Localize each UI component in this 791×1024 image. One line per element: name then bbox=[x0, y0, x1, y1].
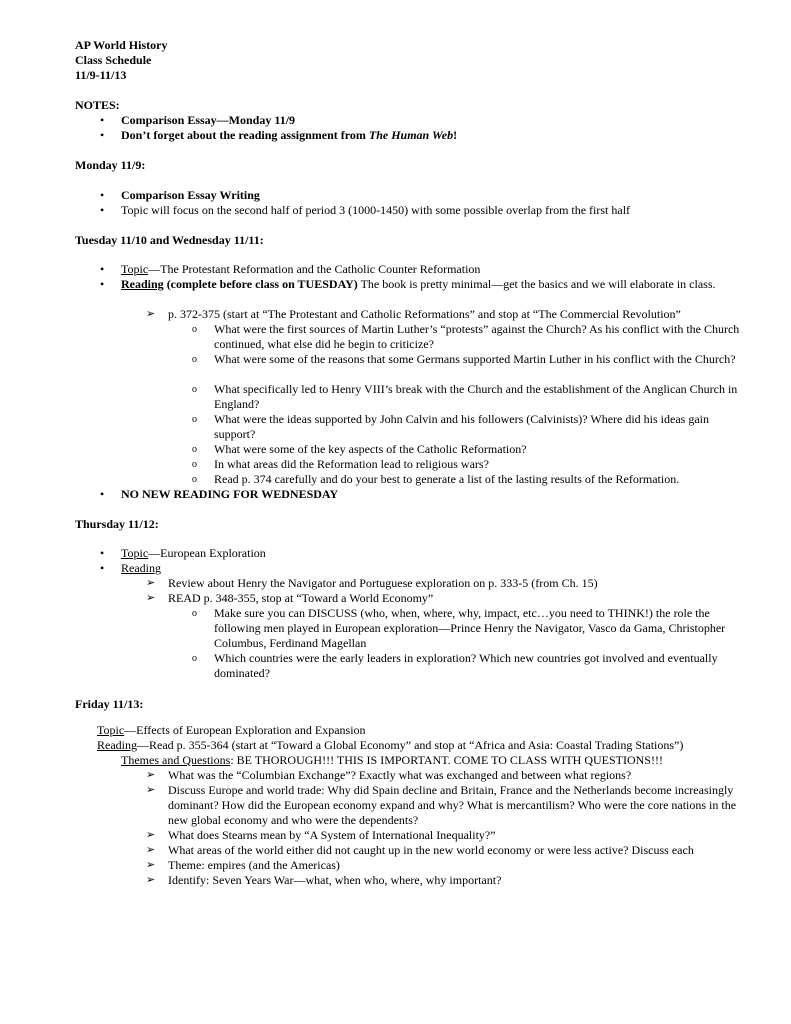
wednesday-no-reading: NO NEW READING FOR WEDNESDAY bbox=[121, 487, 339, 501]
friday-item: What areas of the world either did not caught up in the new world economy or were less active? Discuss each bbox=[168, 843, 694, 857]
tuesday-question: In what areas did the Reformation lead to religious wars? bbox=[214, 457, 489, 471]
friday-heading: Friday 11/13: bbox=[75, 697, 144, 711]
bullet-icon: • bbox=[100, 262, 105, 276]
thursday-topic: Topic—European Exploration bbox=[121, 546, 266, 560]
thursday-review: Review about Henry the Navigator and Portuguese exploration on p. 333-5 (from Ch. 15) bbox=[168, 576, 598, 590]
friday-themes: Themes and Questions: BE THOROUGH!!! THIS IS IMPORTANT. COME TO CLASS WITH QUESTIONS!!! bbox=[121, 753, 663, 767]
thursday-question: Make sure you can DISCUSS (who, when, where, why, impact, etc…you need to THINK!) the role the following men played in European exploration—Prince Henry the Navigator, Vasco da Gama, Christopher Columbus, Ferdinand Magellan bbox=[214, 606, 726, 650]
arrow-bullet-icon: ➢ bbox=[146, 784, 156, 796]
circle-bullet-icon: o bbox=[192, 324, 197, 335]
friday-item: What was the “Columbian Exchange”? Exactly what was exchanged and between what regions? bbox=[168, 768, 632, 782]
bullet-icon: • bbox=[100, 128, 105, 142]
tuesday-question: What were some of the key aspects of the Catholic Reformation? bbox=[214, 442, 527, 456]
arrow-bullet-icon: ➢ bbox=[146, 577, 156, 589]
bullet-icon: • bbox=[100, 277, 105, 291]
monday-heading: Monday 11/9: bbox=[75, 158, 146, 172]
friday-item: Identify: Seven Years War—what, when who, where, why important? bbox=[168, 873, 502, 887]
bullet-icon: • bbox=[100, 487, 105, 501]
circle-bullet-icon: o bbox=[192, 414, 197, 425]
notes-item-reading: Don’t forget about the reading assignment from The Human Web! bbox=[121, 128, 458, 142]
friday-item: What does Stearns mean by “A System of International Inequality?” bbox=[168, 828, 496, 842]
bullet-icon: • bbox=[100, 203, 105, 217]
friday-item: Theme: empires (and the Americas) bbox=[168, 858, 340, 872]
course-title: AP World History bbox=[75, 38, 168, 52]
tuesday-pages: p. 372-375 (start at “The Protestant and Catholic Reformations” and stop at “The Commercial Revolution” bbox=[168, 307, 681, 321]
monday-item-topic: Topic will focus on the second half of period 3 (1000-1450) with some possible overlap from the first half bbox=[121, 203, 631, 217]
monday-item-writing: Comparison Essay Writing bbox=[121, 188, 260, 202]
arrow-bullet-icon: ➢ bbox=[146, 859, 156, 871]
thursday-question: Which countries were the early leaders in exploration? Which new countries got involved and eventually dominated? bbox=[214, 651, 718, 680]
tuesday-question: What were the ideas supported by John Calvin and his followers (Calvinists)? Where did his ideas gain support? bbox=[214, 412, 709, 441]
tuesday-reading: Reading (complete before class on TUESDAY) The book is pretty minimal—get the basics and we will elaborate in class. bbox=[121, 277, 716, 291]
notes-heading: NOTES: bbox=[75, 98, 120, 112]
friday-topic: Topic—Effects of European Exploration and Expansion bbox=[97, 723, 366, 737]
friday-item: Discuss Europe and world trade: Why did Spain decline and Britain, France and the Netherlands become increasingly dominant? How did the European economy expand and why? What is mercantilism? Who were the core nations in the new global economy and who were the dependents? bbox=[168, 783, 737, 827]
circle-bullet-icon: o bbox=[192, 474, 197, 485]
circle-bullet-icon: o bbox=[192, 384, 197, 395]
tuesday-question: What were some of the reasons that some Germans supported Martin Luther in his conflict with the Church? bbox=[214, 352, 736, 366]
thursday-heading: Thursday 11/12: bbox=[75, 517, 159, 531]
circle-bullet-icon: o bbox=[192, 459, 197, 470]
arrow-bullet-icon: ➢ bbox=[146, 829, 156, 841]
arrow-bullet-icon: ➢ bbox=[146, 844, 156, 856]
schedule-subtitle: Class Schedule bbox=[75, 53, 152, 67]
arrow-bullet-icon: ➢ bbox=[146, 769, 156, 781]
arrow-bullet-icon: ➢ bbox=[146, 308, 156, 320]
circle-bullet-icon: o bbox=[192, 608, 197, 619]
bullet-icon: • bbox=[100, 546, 105, 560]
circle-bullet-icon: o bbox=[192, 444, 197, 455]
thursday-read-pages: READ p. 348-355, stop at “Toward a World Economy” bbox=[168, 591, 434, 605]
arrow-bullet-icon: ➢ bbox=[146, 592, 156, 604]
tuesday-question: What specifically led to Henry VIII’s break with the Church and the establishment of the Anglican Church in England? bbox=[214, 382, 738, 411]
tuesday-heading: Tuesday 11/10 and Wednesday 11/11: bbox=[75, 233, 264, 247]
notes-item-essay: Comparison Essay—Monday 11/9 bbox=[121, 113, 296, 127]
tuesday-topic: Topic—The Protestant Reformation and the Catholic Counter Reformation bbox=[121, 262, 481, 276]
schedule-dates: 11/9-11/13 bbox=[75, 68, 127, 82]
bullet-icon: • bbox=[100, 113, 105, 127]
circle-bullet-icon: o bbox=[192, 653, 197, 664]
bullet-icon: • bbox=[100, 188, 105, 202]
arrow-bullet-icon: ➢ bbox=[146, 874, 156, 886]
friday-reading: Reading—Read p. 355-364 (start at “Toward a Global Economy” and stop at “Africa and Asia: Coastal Trading Stations”) bbox=[97, 738, 684, 752]
circle-bullet-icon: o bbox=[192, 354, 197, 365]
tuesday-question: Read p. 374 carefully and do your best to generate a list of the lasting results of the Reformation. bbox=[214, 472, 680, 486]
tuesday-question: What were the first sources of Martin Luther’s “protests” against the Church? As his conflict with the Church continued, what else did he begin to criticize? bbox=[214, 322, 740, 351]
thursday-reading: Reading bbox=[121, 561, 161, 575]
bullet-icon: • bbox=[100, 561, 105, 575]
